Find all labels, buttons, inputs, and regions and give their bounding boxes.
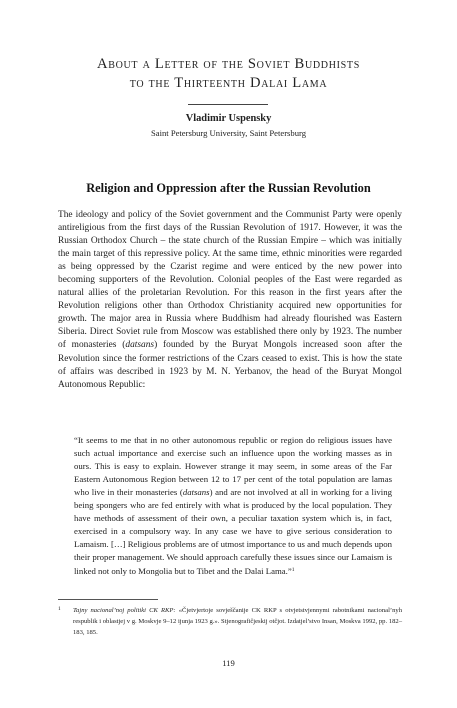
page-number: 119 bbox=[222, 658, 235, 668]
paragraph-text-2: ) founded by the Buryat Mongols increased soon after the Revolution since the former restrictions of the Czars ceased to exist. This is how the state of affairs was described in 1923 by M. N. Yerbanov, the head of the Buryat Mongol Autonomous Republic: bbox=[58, 340, 402, 390]
paragraph-text-1: The ideology and policy of the Soviet government and the Communist Party were openly antireligious from the first days of the Russian Revolution of 1917. However, it was the Russian Orthodox Church – the state church of the Russian Empire – which was initially the main target of this repressive policy. At the same time, ethnic minorities were regarded as being oppressed by the Czarist regime and were enticed by the new power into becoming supporters of the Revolution. Colonial peoples of the East were regarded as natural allies of the proletarian Revolution. For this reason in the first years after the Revolution religions other than Orthodox Christianity acquired new opportunities for growth. The major area in Russia where Buddhism had already flourished was Eastern Siberia. Direct Soviet rule from Moscow was established there only by 1923. The number of monasteries ( bbox=[58, 210, 402, 351]
footnote-separator bbox=[58, 599, 158, 600]
footnote-reference[interactable]: 1 bbox=[291, 567, 295, 574]
author-affiliation: Saint Petersburg University, Saint Petersburg bbox=[151, 128, 306, 138]
footnote-italic-title: Tajny nacional’noj politiki CK RKP: bbox=[73, 607, 176, 614]
article-title-line-2: to the Thirteenth Dalai Lama bbox=[129, 75, 328, 91]
article-title bbox=[0, 55, 457, 93]
block-quote bbox=[74, 434, 392, 579]
paragraph-italic-term: datsans bbox=[125, 340, 155, 351]
footnote bbox=[58, 605, 402, 638]
quote-italic-term: datsans bbox=[182, 487, 210, 498]
title-divider bbox=[188, 104, 268, 105]
footnote-marker: 1 bbox=[58, 606, 61, 612]
body-paragraph bbox=[58, 209, 402, 392]
quote-text-2: ) and are not involved at all in working for a living being spongers who are fed entirely with what is produced by the local population. They have methods of assessment of their own, a peculiar taxation system which is, in fact, exercised in a compulsory way. In any case we have to give serious consideration to Lamaism. […] Religious problems are of utmost importance to us and much depends upon their proper management. We should approach carefully these issues since our Lamaism is linked not only to Mongolia but to Tibet and the Dalai Lama.” bbox=[74, 487, 392, 577]
quote-text-1: “It seems to me that in no other autonomous republic or region do religious issues have such actual importance and exercise such an influence upon the working masses as in ours. This is easy to explain. However strange it may seem, in some areas of the Far Eastern Autonomous Region between 12 to 17 per cent of the total population are lamas who live in their monasteries ( bbox=[74, 435, 392, 498]
footnote-citation: «Čjetvjertoje sovješčanije CK RKP s otvjetstvjennymi rabotnikami nacional’nyh respublik i oblastjej v g. Moskvje 9–12 ijunja 1923 g.». Stjenografičjeskij otčjot. Izdatjel’stvo Insan, Moskva 1992, pp. 182–183, 185. bbox=[73, 607, 402, 636]
article-title-line-1: About a Letter of the Soviet Buddhists bbox=[96, 56, 360, 72]
footnote-text bbox=[58, 605, 402, 638]
section-heading: Religion and Oppression after the Russian Revolution bbox=[86, 181, 371, 195]
author-name: Vladimir Uspensky bbox=[185, 113, 272, 124]
